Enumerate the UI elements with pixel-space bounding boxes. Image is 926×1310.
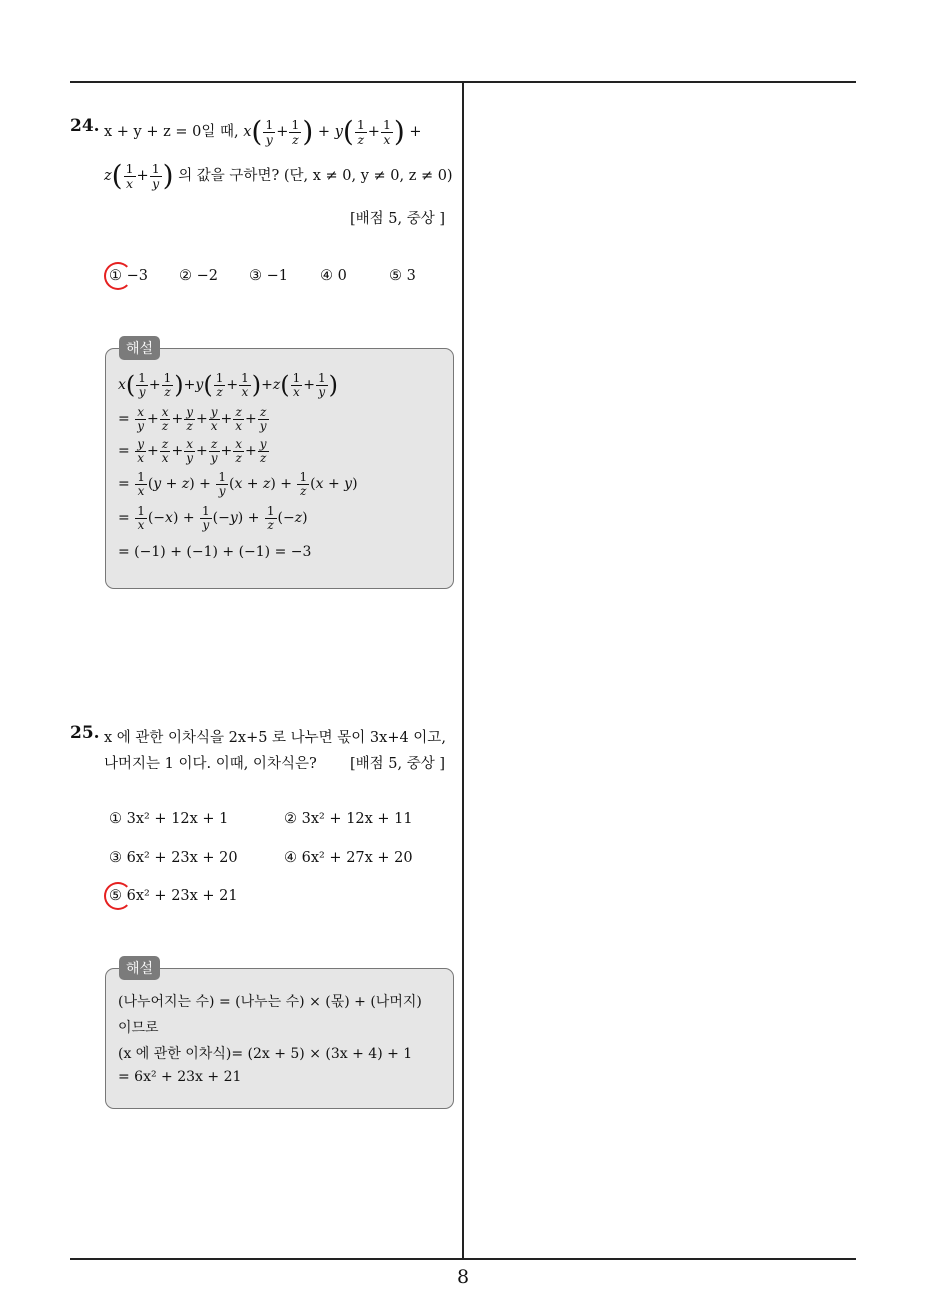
solution-25-line-4: = 6x² + 23x + 21 <box>118 1069 242 1085</box>
bottom-rule <box>70 1258 856 1260</box>
solution-24-line-2: = $\frac{x}{y}$ + $\frac{x}{z}$ + $\frac{y}{z}$ + $\frac{y}{x}$ + $\frac{z}{x}$ + $\frac{z}{y}$ <box>118 405 267 433</box>
question-24-line-2 <box>104 159 453 192</box>
q25-choice-2[interactable]: ② 3x² + 12x + 11 <box>284 811 413 827</box>
question-24-line-1 <box>104 115 422 148</box>
q24-choice-5[interactable]: ⑤ 3 <box>389 268 416 284</box>
q25-choice-5[interactable]: ⑤ 6x² + 23x + 21 <box>109 888 238 904</box>
question-25-line-1: x 에 관한 이차식을 2x+5 로 나누면 몫이 3x+4 이고, <box>104 730 446 746</box>
answer-mark-circle <box>104 262 132 290</box>
solution-24-line-3: = $\frac{y}{x}$ + $\frac{z}{x}$ + $\frac{x}{y}$ + $\frac{z}{y}$ + $\frac{x}{z}$ + $\frac{y}{z}$ <box>118 437 267 465</box>
solution-24-line-5: = $\frac{1}{x}$ (−x) + $\frac{1}{y}$ (−y) + $\frac{1}{z}$ (−z) <box>118 504 308 532</box>
question-24-expression: x( $\frac{1}{y}$ + $\frac{1}{z}$ ) + y( $\frac{1}{z}$ + $\frac{1}{x}$ ) + <box>243 115 422 148</box>
question-24-prompt: 의 값을 구하면? (단, x ≠ 0, y ≠ 0, z ≠ 0) <box>178 168 453 184</box>
solution-box-25 <box>105 968 454 1109</box>
solution-24-line-4: = $\frac{1}{x}$ (y + z) + $\frac{1}{y}$ (x + z) + $\frac{1}{z}$ (x + y) <box>118 470 358 498</box>
page-number: 8 <box>456 1266 470 1288</box>
solution-tag: 해설 <box>119 336 160 360</box>
question-25-points: [배점 5, 중상 ] <box>350 756 446 772</box>
question-24-condition: x + y + z = 0일 때, <box>104 124 239 140</box>
q24-choice-2[interactable]: ② −2 <box>179 268 218 284</box>
q25-choice-4[interactable]: ④ 6x² + 27x + 20 <box>284 850 413 866</box>
solution-25-line-1: (나누어지는 수) = (나누는 수) × (몫) + (나머지) <box>118 994 422 1010</box>
column-divider <box>462 82 464 1259</box>
solution-25-line-3: (x 에 관한 이차식)= (2x + 5) × (3x + 4) + 1 <box>118 1046 413 1062</box>
q25-choice-3[interactable]: ③ 6x² + 23x + 20 <box>109 850 238 866</box>
question-number: 25. <box>70 723 100 743</box>
solution-24-line-1: x( $\frac{1}{y}$ + $\frac{1}{z}$ )+y( $\frac{1}{z}$ + $\frac{1}{x}$ )+z( $\frac{1}{x}$ + $\frac{1}{y}$ ) <box>118 371 338 400</box>
answer-mark-circle <box>104 882 132 910</box>
q25-choice-1[interactable]: ① 3x² + 12x + 1 <box>109 811 229 827</box>
solution-24-line-6: = (−1) + (−1) + (−1) = −3 <box>118 544 312 560</box>
question-25-line-2: 나머지는 1 이다. 이때, 이차식은? <box>104 756 317 772</box>
solution-25-line-2: 이므로 <box>118 1020 159 1036</box>
question-24-expression-cont: z( $\frac{1}{x}$ + $\frac{1}{y}$ ) <box>104 159 174 192</box>
q24-choice-4[interactable]: ④ 0 <box>320 268 347 284</box>
question-number: 24. <box>70 116 100 136</box>
solution-tag: 해설 <box>119 956 160 980</box>
question-24-points: [배점 5, 중상 ] <box>350 211 446 227</box>
q24-choice-3[interactable]: ③ −1 <box>249 268 288 284</box>
q24-choice-1[interactable]: ① −3 <box>109 268 148 284</box>
